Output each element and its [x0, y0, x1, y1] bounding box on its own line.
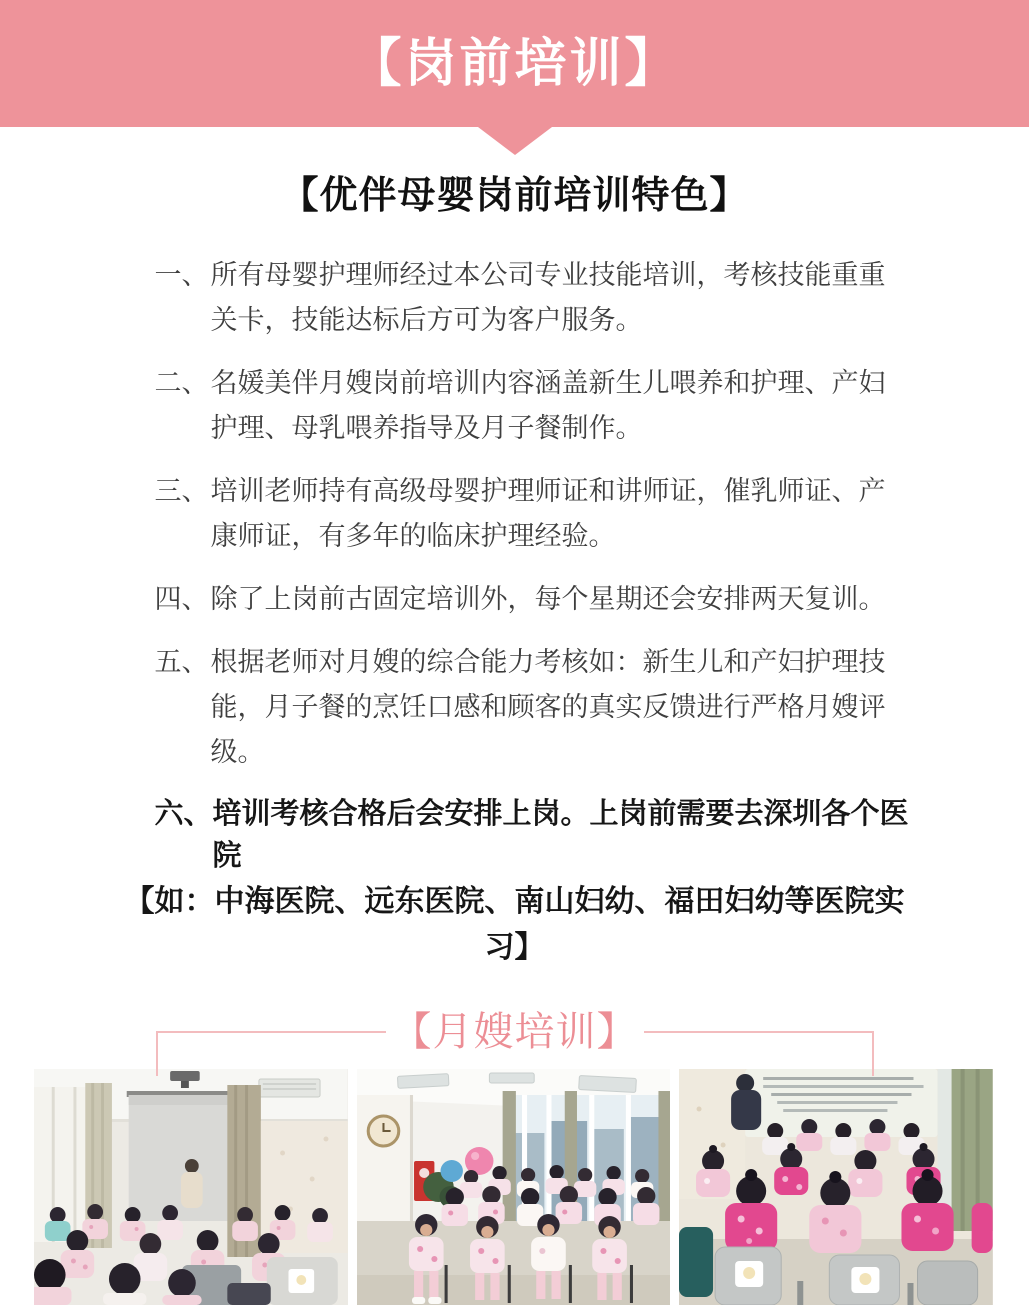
feature-text-line: 除了上岗前古固定培训外，每个星期还会安排两天复训。: [210, 584, 886, 614]
training-photo-3-image: [679, 1069, 993, 1305]
feature-item-6: [105, 793, 925, 877]
feature-item-3: [105, 469, 925, 559]
feature-item-4: [105, 577, 925, 622]
page-title: 【岗前培训】: [349, 34, 680, 93]
feature-item-2: [105, 361, 925, 451]
header-banner: [0, 0, 1029, 127]
feature-text-line: 培训老师持有高级母婴护理师证和讲师证，催乳师证、产: [210, 476, 886, 506]
hospital-highlight-line: 【如：中海医院、远东医院、南山妇幼、福田妇幼等医院实习】: [124, 885, 905, 964]
training-photo-2-image: [357, 1069, 671, 1305]
training-photo-1: [34, 1069, 348, 1305]
photo-section-header: [156, 1005, 874, 1059]
training-photo-2: [357, 1069, 671, 1305]
feature-number: 六、: [154, 798, 213, 830]
section-heading: 【优伴母婴岗前培训特色】: [280, 175, 749, 217]
feature-text-line: 护理、母乳喂养指导及月子餐制作。: [210, 413, 643, 443]
feature-number: 五、: [154, 647, 209, 677]
feature-number: 三、: [154, 476, 209, 506]
feature-item-5: [105, 640, 925, 775]
feature-text-line: 名媛美伴月嫂岗前培训内容涵盖新生儿喂养和护理、产妇: [210, 368, 886, 398]
training-photo-1-image: [34, 1069, 348, 1305]
feature-text-line: 根据老师对月嫂的综合能力考核如：新生儿和产妇护理技: [210, 647, 886, 677]
photo-section-title: 【月嫂培训】: [391, 1010, 638, 1054]
banner-arrow-down: [478, 127, 552, 155]
feature-number: 一、: [154, 260, 209, 290]
feature-number: 二、: [154, 368, 209, 398]
bracket-corner-left: [156, 1032, 158, 1076]
feature-text-line: 关卡，技能达标后方可为客户服务。: [210, 305, 643, 335]
bracket-corner-right: [872, 1032, 874, 1076]
bracket-line-left: [156, 1031, 386, 1033]
training-photo-3: [679, 1069, 993, 1305]
feature-item-1: [105, 253, 925, 343]
feature-text-line: 康师证，有多年的临床护理经验。: [210, 521, 616, 551]
feature-text-line: 培训考核合格后会安排上岗。上岗前需要去深圳各个医院: [212, 798, 909, 872]
training-photo-row: [0, 1069, 1029, 1305]
feature-number: 四、: [154, 584, 209, 614]
feature-text-line: 所有母婴护理师经过本公司专业技能培训，考核技能重重: [210, 260, 886, 290]
bracket-line-right: [644, 1031, 874, 1033]
feature-text-line: 能，月子餐的烹饪口感和顾客的真实反馈进行严格月嫂评级。: [210, 692, 886, 767]
feature-list: [105, 253, 925, 971]
